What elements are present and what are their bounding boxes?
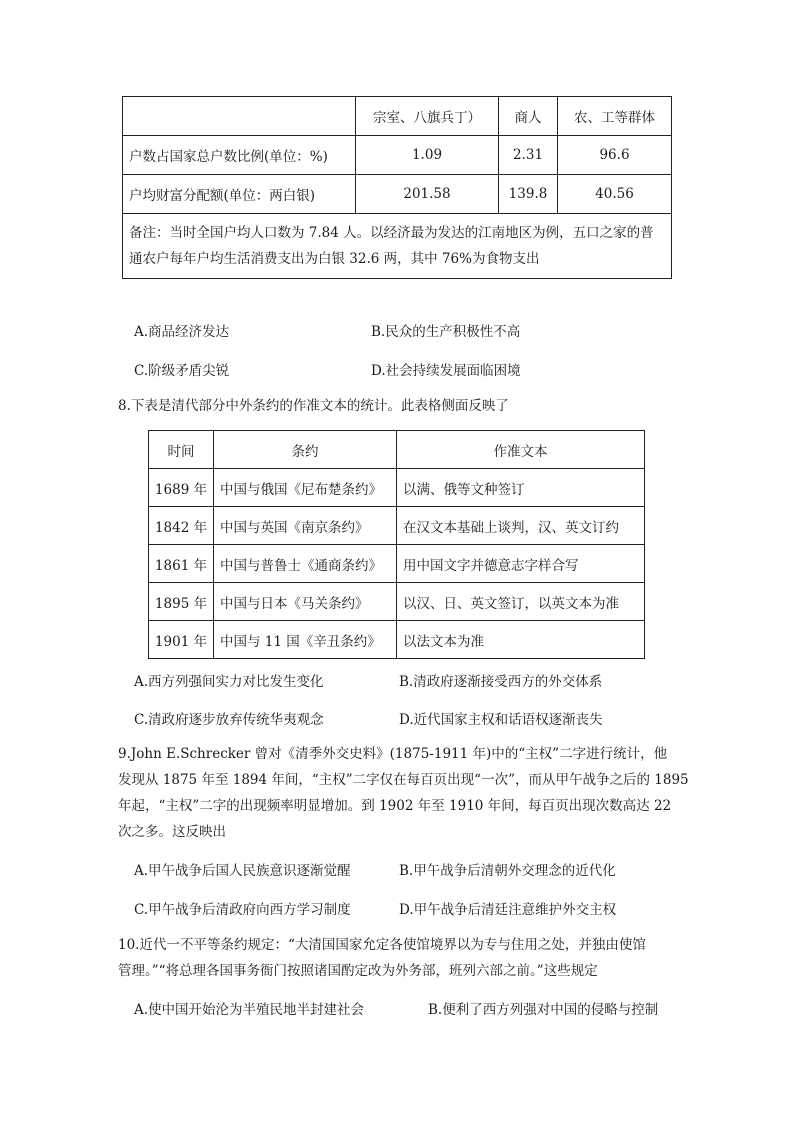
table-header-cell: 宗室、八旗兵丁） [356, 97, 499, 136]
q9-option-b: B.甲午战争后清朝外交理念的近代化 [399, 863, 616, 879]
q9-stem [118, 741, 689, 845]
table-row [149, 469, 645, 507]
q10-stem-line: 10.近代一不平等条约规定：“大清国国家允定各使馆境界以为专与住用之处，并独由使馆 [118, 937, 646, 953]
q10-stem-line: 管理。”“将总理各国事务衙门按照诸国酌定改为外务部，班列六部之前。”这些规定 [118, 963, 598, 979]
table-cell: 1901 年 [149, 621, 214, 659]
q9-stem-line: 发现从 1875 年至 1894 年间，“主权”二字仅在每百页出现“一次”，而从甲午战争之后的 1895 [118, 772, 689, 788]
table-cell: 中国与日本《马关条约》 [214, 583, 397, 621]
q9-option-c: C.甲午战争后清政府向西方学习制度 [134, 902, 351, 918]
table-cell: 用中国文字并德意志字样合写 [397, 545, 645, 583]
table-row [149, 621, 645, 659]
table-cell: 96.6 [558, 136, 672, 175]
q7-option-b: B.民众的生产积极性不高 [371, 324, 521, 340]
table-cell: 40.56 [558, 175, 672, 214]
q8-option-c: C.清政府逐步放弃传统华夷观念 [134, 712, 324, 728]
table-row [123, 136, 672, 175]
q7-option-a: A.商品经济发达 [134, 324, 230, 340]
q9-option-a: A.甲午战争后国人民族意识逐渐觉醒 [134, 863, 351, 879]
table-header-cell: 条约 [214, 431, 397, 469]
q8-stem: 8.下表是清代部分中外条约的作准文本的统计。此表格侧面反映了 [118, 398, 509, 414]
table-cell: 中国与英国《南京条约》 [214, 507, 397, 545]
table-cell: 以满、俄等文种签订 [397, 469, 645, 507]
table-header-cell: 时间 [149, 431, 214, 469]
q9-stem-line: 年起，“主权”二字的出现频率明显增加。到 1902 年至 1910 年间，每百页出现次数高达 22 [118, 798, 672, 814]
table-cell: 在汉文本基础上谈判，汉、英文订约 [397, 507, 645, 545]
table-cell: 1842 年 [149, 507, 214, 545]
table-note-row [123, 214, 672, 279]
q9-stem-line: 次之多。这反映出 [118, 824, 226, 840]
q10-option-b: B.便利了西方列强对中国的侵略与控制 [428, 1002, 659, 1018]
table-header-row [149, 431, 645, 469]
table-cell: 1689 年 [149, 469, 214, 507]
table-cell: 以汉、日、英文签订，以英文本为准 [397, 583, 645, 621]
note-line: 备注：当时全国户均人口数为 7.84 人。以经济最为发达的江南地区为例，五口之家的普 [129, 225, 654, 241]
table-header-cell: 商人 [499, 97, 558, 136]
table-cell: 2.31 [499, 136, 558, 175]
q9-stem-line: 9.John E.Schrecker 曾对《清季外交史料》(1875-1911 年)中的“主权”二字进行统计，他 [118, 746, 668, 762]
q10-option-a: A.使中国开始沦为半殖民地半封建社会 [134, 1002, 365, 1018]
table-cell: 1895 年 [149, 583, 214, 621]
table-cell: 201.58 [356, 175, 499, 214]
table-cell: 中国与普鲁士《通商条约》 [214, 545, 397, 583]
table-header-row [123, 97, 672, 136]
table-cell: 中国与俄国《尼布楚条约》 [214, 469, 397, 507]
table-cell: 139.8 [499, 175, 558, 214]
table-row [123, 175, 672, 214]
table-header-cell [123, 97, 356, 136]
q7-option-d: D.社会持续发展面临困境 [371, 363, 521, 379]
table-cell: 户数占国家总户数比例(单位：%) [123, 136, 356, 175]
treaty-text-table [148, 430, 645, 659]
table-cell: 中国与 11 国《辛丑条约》 [214, 621, 397, 659]
note-line: 通农户每年户均生活消费支出为白银 32.6 两，其中 76%为食物支出 [129, 251, 540, 267]
table-cell: 1861 年 [149, 545, 214, 583]
table-header-cell: 农、工等群体 [558, 97, 672, 136]
table-cell: 1.09 [356, 136, 499, 175]
q7-option-c: C.阶级矛盾尖锐 [134, 363, 230, 379]
q8-option-a: A.西方列强间实力对比发生变化 [134, 674, 324, 690]
q9-option-d: D.甲午战争后清廷注意维护外交主权 [399, 902, 617, 918]
table-note [123, 214, 672, 279]
table-cell: 以法文本为准 [397, 621, 645, 659]
q10-stem [118, 932, 678, 984]
table-row [149, 507, 645, 545]
table-header-cell: 作准文本 [397, 431, 645, 469]
q8-option-d: D.近代国家主权和话语权逐渐丧失 [399, 712, 603, 728]
table-row [149, 583, 645, 621]
wealth-distribution-table [122, 96, 672, 279]
q8-option-b: B.清政府逐渐接受西方的外交体系 [399, 674, 603, 690]
table-row [149, 545, 645, 583]
table-cell: 户均财富分配额(单位：两白银) [123, 175, 356, 214]
